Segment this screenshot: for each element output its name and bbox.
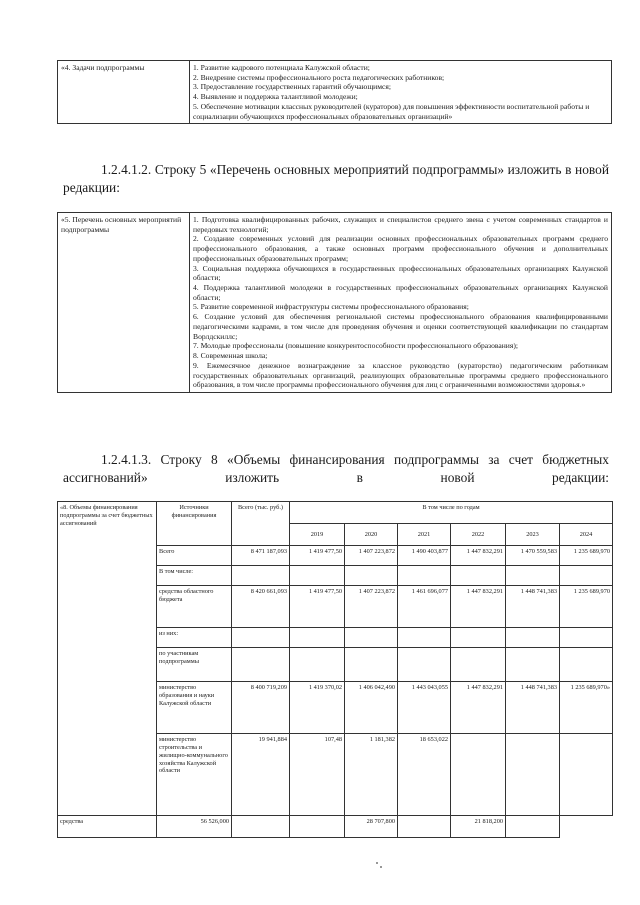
year-value: 18 653,022: [398, 734, 451, 816]
activities-label: «5. Перечень основных мероприятий подпрограммы: [58, 213, 190, 393]
year-header: 2021: [398, 524, 451, 546]
year-value: 1 407 223,872: [345, 546, 398, 566]
year-value: [232, 816, 290, 838]
list-item: 4. Поддержка талантливой молодежи в государственных профессиональных образовательных организациях Калужской области;: [193, 283, 608, 302]
list-item: 5. Развитие современной инфраструктуры системы профессионального образования;: [193, 302, 469, 312]
source-column-header: Источники финансирования: [157, 502, 232, 546]
year-value: 28 707,800: [345, 816, 398, 838]
list-item: 7. Молодые профессионалы (повышение конкурентоспособности профессионального образования);: [193, 341, 518, 351]
row-label: из них:: [157, 628, 232, 648]
row-label: Всего: [157, 546, 232, 566]
year-value: 1 419 477,50: [290, 586, 345, 628]
year-value: 1 235 689,970»: [560, 682, 613, 734]
amendment-paragraph-row5: 1.2.4.1.2. Строку 5 «Перечень основных мероприятий подпрограммы» изложить в новой редакции:: [63, 162, 609, 195]
year-value: 1 448 741,383: [506, 586, 560, 628]
list-item: 4. Выявление и поддержка талантливой молодежи;: [193, 92, 358, 102]
activities-table: [57, 212, 612, 393]
row-total: 19 941,884: [232, 734, 290, 816]
year-header: 2020: [345, 524, 398, 546]
year-value: [560, 734, 613, 816]
year-value: 107,48: [290, 734, 345, 816]
year-value: 1 407 223,872: [345, 586, 398, 628]
scan-speck: [380, 866, 382, 868]
row-total: 8 420 661,093: [232, 586, 290, 628]
row-total: 8 471 187,093: [232, 546, 290, 566]
list-item: 3. Социальная поддержка обучающихся в государственных профессиональных образовательных организациях Калужской области;: [193, 263, 608, 283]
year-header: 2019: [290, 524, 345, 546]
row-label: по участникам подпрограммы: [157, 648, 232, 682]
row-total: 56 526,000: [157, 816, 232, 838]
year-value: 1 470 559,583: [506, 546, 560, 566]
total-column-header: Всего (тыс. руб.): [232, 502, 290, 546]
scan-speck: [376, 862, 378, 864]
list-item: 3. Предоставление государственных гарантий обучающимся;: [193, 82, 392, 92]
year-value: 1 406 042,490: [345, 682, 398, 734]
year-value: 1 461 696,077: [398, 586, 451, 628]
list-item: 1. Подготовка квалифицированных рабочих, служащих и специалистов среднего звена с учетом современных стандартов и передовых технологий;: [193, 215, 608, 234]
list-item: 9. Ежемесячное денежное вознаграждение за классное руководство (кураторство) педагогическим работникам государственных образовательных организаций, реализующих образовательные программы среднего профессионального образования, в том числе программы профессионального обучения для лиц с ограниченными возможностями здоровья.»: [193, 360, 608, 390]
tasks-table: [57, 60, 612, 124]
row-label: министерство строительства и жилищно-коммунального хозяйства Калужской области: [157, 734, 232, 816]
row-label: средства: [58, 816, 157, 838]
year-header: 2022: [451, 524, 506, 546]
year-value: 1 181,382: [345, 734, 398, 816]
list-item: 2. Создание современных условий для реализации основных профессиональных образовательных программ среднего профессионального образования, а также основных программ профессионального обучения и дополнительных профессиональных образовательных программ;: [193, 234, 608, 263]
financing-table: [57, 501, 613, 838]
list-item: 2. Внедрение системы профессионального роста педагогических работников;: [193, 72, 445, 82]
years-group-header: В том числе по годам: [290, 502, 613, 524]
year-value: 1 235 689,970: [560, 586, 613, 628]
year-value: [506, 816, 560, 838]
financing-header-row: [58, 502, 613, 524]
year-value: 1 419 477,50: [290, 546, 345, 566]
year-value: 1 419 370,02: [290, 682, 345, 734]
year-value: 1 447 832,291: [451, 546, 506, 566]
list-item: 6. Создание условий для обеспечения региональной системы профессионального образования квалифицированными педагогическими кадрами, в том числе для проведения обучения и оценки соответствующей квалификации по стандартам Ворлдскиллс;: [193, 312, 608, 341]
year-value: 21 818,200: [451, 816, 506, 838]
activities-row: [58, 213, 612, 393]
year-value: 1 443 043,055: [398, 682, 451, 734]
financing-label: «8. Объемы финансирования подпрограммы за счет бюджетных ассигнований: [58, 502, 157, 816]
tasks-label: «4. Задачи подпрограммы: [58, 61, 190, 124]
tasks-row: [58, 61, 612, 124]
year-value: 1 448 741,383: [506, 682, 560, 734]
tasks-list: [190, 61, 612, 124]
list-item: 8. Современная школа;: [193, 351, 268, 361]
row-label: министерство образования и науки Калужской области: [157, 682, 232, 734]
year-value: 1 447 832,291: [451, 586, 506, 628]
year-value: 1 447 832,291: [451, 682, 506, 734]
year-value: [451, 734, 506, 816]
year-header: 2023: [506, 524, 560, 546]
year-value: [506, 734, 560, 816]
year-value: 1 490 403,877: [398, 546, 451, 566]
year-value: 1 235 689,970: [560, 546, 613, 566]
amendment-paragraph-row8: 1.2.4.1.3. Строку 8 «Объемы финансирования подпрограммы за счет бюджетных ассигнований» изложить в новой редакции:: [63, 452, 609, 485]
activities-list: [190, 213, 612, 393]
year-value: [398, 816, 451, 838]
row-label: В том числе:: [157, 566, 232, 586]
year-header: 2024: [560, 524, 613, 546]
row-total: 8 400 719,209: [232, 682, 290, 734]
list-item: 1. Развитие кадрового потенциала Калужской области;: [193, 63, 370, 72]
year-value: [290, 816, 345, 838]
table-row: [58, 816, 613, 838]
list-item: 5. Обеспечение мотивации классных руководителей (кураторов) для повышения эффективности воспитательной работы и социализации обучающихся профессиональных образовательных организаций»: [193, 101, 590, 121]
row-label: средства областного бюджета: [157, 586, 232, 628]
